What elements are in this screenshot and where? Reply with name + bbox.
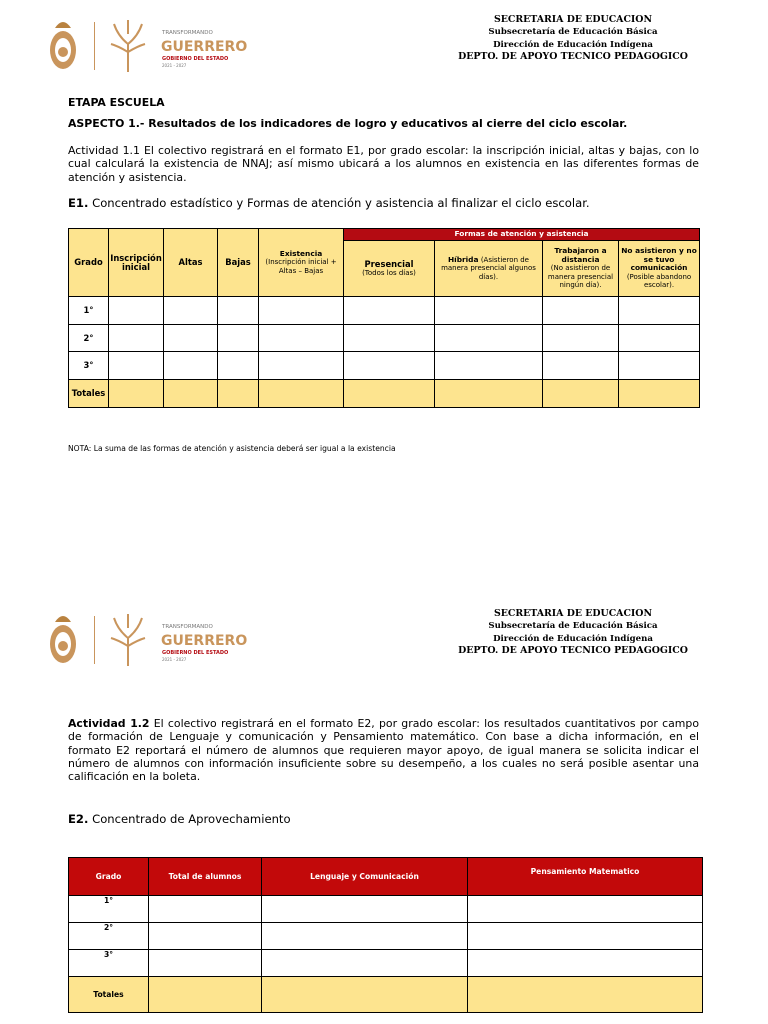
e2-caption: [68, 813, 699, 826]
e1-cell[interactable]: [435, 297, 543, 325]
existencia-label: Existencia: [279, 248, 323, 258]
e2-header-pensamiento: Pensamiento Matematico: [468, 858, 703, 896]
header-subsecretaria: Subsecretaría de Educación Básica: [488, 27, 658, 38]
e1-header-grado: Grado: [69, 229, 109, 297]
e2-cell[interactable]: [262, 977, 468, 1013]
e1-cell[interactable]: [344, 352, 435, 380]
guerrero-logo: [44, 14, 248, 76]
e2-cell[interactable]: [149, 923, 262, 950]
header-depto: DEPTO. DE APOYO TECNICO PEDAGOGICO: [458, 644, 688, 656]
e1-cell[interactable]: [109, 380, 164, 408]
e2-row-totales: Totales: [69, 977, 149, 1013]
header-depto: DEPTO. DE APOYO TECNICO PEDAGOGICO: [458, 50, 688, 62]
e1-cell[interactable]: [543, 297, 619, 325]
e1-header-altas: Altas: [164, 229, 218, 297]
e1-cell[interactable]: [259, 325, 344, 352]
hibrida-label: Híbrida: [447, 254, 479, 264]
presencial-label: Presencial: [364, 258, 414, 269]
e2-header-lenguaje: Lenguaje y Comunicación: [262, 858, 468, 896]
e1-cell[interactable]: [435, 352, 543, 380]
header-block: [440, 608, 706, 657]
e2-cell[interactable]: [262, 896, 468, 923]
actividad-1-2-body: El colectivo registrará en el formato E2, por grado escolar: los resultados cuantitativos por campo de formación de Lenguaje y comunicación y Pensamiento matemático. Con base a dicha información, en el formato E2 reportará el número de alumnos que requieren mayor apoyo, de igual manera se solicita indicar el número de alumnos con información insuficiente sobre su desempeño, a los cuales no será posible asentar una calificación en la boleta.: [68, 717, 699, 784]
header-direccion: Dirección de Educación Indígena: [493, 39, 653, 50]
e1-header-hibrida: [435, 241, 543, 297]
e2-title: Concentrado de Aprovechamiento: [92, 812, 291, 826]
existencia-sublabel: (Inscripción inicial + Altas – Bajas: [265, 258, 337, 275]
e1-header-presencial: [344, 241, 435, 297]
actividad-1-2-text: [68, 717, 699, 783]
e1-cell[interactable]: [109, 352, 164, 380]
logo-subtitle: GOBIERNO DEL ESTADO: [162, 650, 229, 656]
e1-cell[interactable]: [619, 297, 700, 325]
actividad-1-1-text: Actividad 1.1 El colectivo registrará en el formato E1, por grado escolar: la inscripción inicial, altas y bajas, con lo cual calculará la existencia de NNAJ; así mismo ubicará a los alumnos en existencia en las diferentes formas de atención y asistencia.: [68, 144, 699, 184]
aspecto-heading: ASPECTO 1.- Resultados de los indicadores de logro y educativos al cierre del ciclo escolar.: [68, 117, 628, 130]
hibrida-sublabel: (Asistieron de manera presencial algunos días).: [441, 255, 536, 281]
e1-cell[interactable]: [218, 325, 259, 352]
e1-label: E1.: [68, 196, 89, 210]
e1-cell[interactable]: [435, 325, 543, 352]
e1-header-inscripcion: Inscripción inicial: [109, 229, 164, 297]
no-asistieron-sublabel: (Posible abandono escolar).: [626, 272, 692, 290]
table-row: [69, 352, 700, 380]
e1-title: Concentrado estadístico y Formas de atención y asistencia al finalizar el ciclo escolar.: [92, 196, 590, 210]
logo-tagline: TRANSFORMANDO: [162, 624, 213, 630]
presencial-sublabel: (Todos los días): [362, 268, 416, 277]
distancia-label: Trabajaron a distancia: [554, 246, 607, 264]
e1-row-label: 3°: [69, 352, 109, 380]
header-secretaria: SECRETARIA DE EDUCACION: [493, 14, 653, 25]
guerrero-logo: [44, 608, 248, 670]
table-row-totales: [69, 977, 703, 1013]
table-row-totales: [69, 380, 700, 408]
e2-header-grado: Grado: [69, 858, 149, 896]
e1-cell[interactable]: [543, 325, 619, 352]
e1-header-existencia: [259, 229, 344, 297]
logo-subtitle: GOBIERNO DEL ESTADO: [162, 56, 229, 62]
etapa-heading: ETAPA ESCUELA: [68, 96, 165, 109]
e1-cell[interactable]: [259, 297, 344, 325]
e1-header-formas: Formas de atención y asistencia: [344, 229, 700, 241]
distancia-sublabel: (No asistieron de manera presencial ningún día).: [547, 264, 614, 290]
e1-cell[interactable]: [218, 297, 259, 325]
e1-cell[interactable]: [109, 297, 164, 325]
e1-cell[interactable]: [164, 297, 218, 325]
e2-header-total: Total de alumnos: [149, 858, 262, 896]
e1-cell[interactable]: [259, 380, 344, 408]
e2-cell[interactable]: [149, 896, 262, 923]
e1-cell[interactable]: [543, 352, 619, 380]
e1-cell[interactable]: [619, 380, 700, 408]
e2-cell[interactable]: [468, 950, 703, 977]
logo-years: 2021 - 2027: [162, 63, 187, 68]
nota-text: NOTA: La suma de las formas de atención y asistencia deberá ser igual a la existencia: [68, 444, 396, 453]
e2-row-label: 3°: [69, 950, 149, 977]
e1-cell[interactable]: [218, 352, 259, 380]
e2-cell[interactable]: [468, 896, 703, 923]
logo-wordmark: GUERRERO: [161, 39, 248, 55]
e2-cell[interactable]: [262, 950, 468, 977]
logo-wordmark: GUERRERO: [161, 633, 248, 649]
e1-row-label: 2°: [69, 325, 109, 352]
table-row: [69, 325, 700, 352]
e1-row-label: 1°: [69, 297, 109, 325]
table-row: [69, 297, 700, 325]
e1-cell[interactable]: [164, 352, 218, 380]
e1-cell[interactable]: [164, 380, 218, 408]
e1-row-totales: Totales: [69, 380, 109, 408]
e1-caption: [68, 197, 699, 210]
e1-cell[interactable]: [435, 380, 543, 408]
e2-row-label: 1°: [69, 896, 149, 923]
e1-cell[interactable]: [344, 380, 435, 408]
e1-cell[interactable]: [344, 325, 435, 352]
e1-cell[interactable]: [543, 380, 619, 408]
e2-cell[interactable]: [468, 977, 703, 1013]
e2-cell[interactable]: [149, 977, 262, 1013]
logo-tagline: TRANSFORMANDO: [162, 30, 213, 36]
e1-cell[interactable]: [619, 352, 700, 380]
header-block: [440, 14, 706, 63]
header-subsecretaria: Subsecretaría de Educación Básica: [488, 621, 658, 632]
e1-table: [68, 228, 700, 408]
header-direccion: Dirección de Educación Indígena: [493, 633, 653, 644]
e2-cell[interactable]: [262, 923, 468, 950]
e1-cell[interactable]: [164, 325, 218, 352]
e1-header-no-asistieron: [619, 241, 700, 297]
e1-cell[interactable]: [259, 352, 344, 380]
e2-cell[interactable]: [149, 950, 262, 977]
e1-cell[interactable]: [109, 325, 164, 352]
actividad-1-2-label: Actividad 1.2: [68, 717, 150, 730]
e2-row-label: 2°: [69, 923, 149, 950]
e1-cell[interactable]: [218, 380, 259, 408]
e2-label: E2.: [68, 812, 89, 826]
table-row: [69, 896, 703, 923]
e1-cell[interactable]: [344, 297, 435, 325]
table-row: [69, 950, 703, 977]
e1-cell[interactable]: [619, 325, 700, 352]
e2-cell[interactable]: [468, 923, 703, 950]
table-row: [69, 923, 703, 950]
logo-years: 2021 - 2027: [162, 657, 187, 662]
e1-header-bajas: Bajas: [218, 229, 259, 297]
no-asistieron-label: No asistieron y no se tuvo comunicación: [621, 246, 697, 273]
header-secretaria: SECRETARIA DE EDUCACION: [493, 608, 653, 619]
e1-header-distancia: [543, 241, 619, 297]
e2-table: [68, 857, 703, 1013]
